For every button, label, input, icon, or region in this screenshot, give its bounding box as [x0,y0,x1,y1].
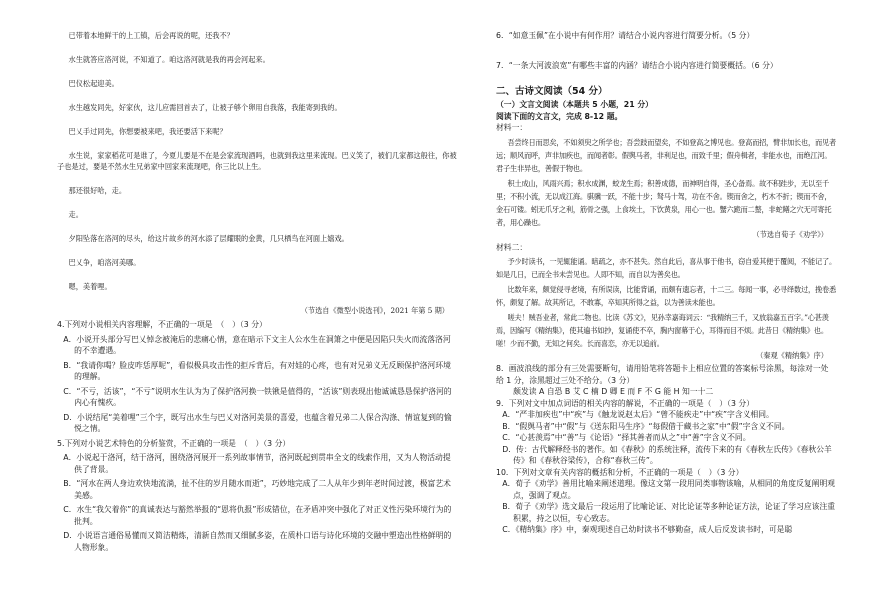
q10-stem: 10．下列对文章有关内容的概括和分析，不正确的一项是（ ）（3 分） [496,467,744,477]
q4-option-c: C．“不亏，活该”，“不亏”说明水生认为为了保护洛河换一铁锹是值得的，“活该”则表现出他诚诚恳恳保护洛河的内心有愧疚。 [63,386,452,407]
material-2-source: （秦观《精纳集》序） [756,351,828,360]
story-para: 水生越发同先，好家伙，这儿应需回首去了，让被子够个卵用自我落，我能寄到我的。 [68,103,342,112]
q4-option-b: B．“我请你喝？脸皮咋恁厚呢”，看似极具攻击性的拒斥背后，有对娃的心疼，也有对兄弟义无反顾保护洛河环境的理解。 [63,360,451,381]
q5-option-c: C．水生“我欠着你”的真诚表达与豁然举报的“恩将仇报”形成错位，在矛盾冲突中强化了对正义性污染环境行为的批判。 [63,505,452,526]
q6: 6．“如意玉佩”在小说中有何作用？请结合小说内容进行简要分析。（5 分） [496,31,755,40]
q5-option-b: B．“河水在两人身边欢快地流淌，扯不住的岁月随水而逝”，巧妙地完成了二人从年少到年老时间过渡，极富艺术美感。 [63,479,451,500]
story-text [57,30,457,316]
section-title: 二、古诗文阅读（54 分） [496,86,608,97]
q9-option-d: D．传：古代解释经书的著作。如《春秋》的系统注释，流传下来的有《春秋左氏传》《春秋公羊传》和《春秋谷梁传》，合称“春秋三传”。 [502,444,832,465]
question-8 [496,363,836,398]
material-2-para: 比数年来，颇觉侵寻老境，有所误读，比能背诵，而颇有遗忘者，十二三。每闻一事，必寻绎数过，挽卷悉怀，颇复了解。故其所记，不敢寡，卒知其所得之益，以为善读未能也。 [496,285,836,307]
q9-stem: 9．下列对文中加点词语的相关内容的解说，不正确的一项是（ ）（3 分） [496,398,754,408]
q10-option-a: A．荀子《劝学》善用比喻来阐述道理。像这文第一段用同类事物该喻，从相同的角度反复阐明观点，强调了观点。 [502,479,836,500]
question-10 [496,467,836,536]
story-para: 水生说，家家稻花可是谁了，今夏儿要是不在是会家流现酒吗，也就到我这里来流现。巴义笑了，被们几家都这般往，你被子也是过，要是不然水生兄弟家中回家来流现吧，你三比以上生。 [57,151,457,171]
q9-option-a: A．“严非加疾也”中“疾”与《触龙说赵太后》“曾不能疾走”中“疾”字含义相同。 [502,410,774,419]
q5-stem: 5.下列对小说艺术特色的分析鉴赏，不正确的一项是 （ ）（3 分） [57,438,291,448]
subsection-title: （一）文言文阅读（本题共 5 小题，21 分） [496,100,653,109]
q4-option-a: A．小说开头部分写巴乂悼念被淹后的悲痛心情，意在暗示下文主人公水生在洞箫之中便是因陷只失火而流落洛河的不幸遭遇。 [63,334,451,355]
right-column [496,30,836,536]
story-para: 巴乂争，咱洛河美哪。 [68,258,141,267]
q8-stem: 8．画波浪线的部分有三处需要断句，请用铅笔将答题卡上相应位置的答案标号涂黑，每涂对一处给 1 分，涂黑超过三处不给分。（3 分） [496,364,829,385]
q8-line: 颇发读 A 自恐 B 艾 C 楠 D 卿 E 而 F 不 G 能 H 知一十二 [513,387,714,396]
q9-option-b: B．“假舆马者”中“假”与《送东阳马生序》“每假借于藏书之家”中“假”字含义不同。 [502,421,790,431]
question-9 [496,398,836,467]
left-column [57,30,457,553]
q10-option-c: C．《精纳集》序》中，秦观现述自己幼时读书不够勤奋，成人后反发读书时，可是聪 [502,525,793,534]
q5-option-a: A．小说起于洛河，结于洛河，围绕洛河展开一系列故事情节，洛河既起到贯串全文的线索作用，又为人物活动提供了背景。 [63,453,451,474]
material-1-para: 吾尝终日而思矣，不如须臾之所学也；吾尝跂而望矣，不如登高之博见也。登高而招，臂非加长也，而见者远；顺风而呼，声非加疾也，而闻者彰。假舆马者，非利足也，而致千里；假舟楫者，非能水也，而绝江河。君子生非异也，善假于物也。 [496,137,836,173]
material-2-label: 材料二： [496,242,528,252]
q10-option-b: B．荀子《劝学》选文最后一段运用了比喻论证、对比论证等多种论证方法，论证了学习应该注重积累，持之以恒，专心致志。 [502,502,836,523]
story-para: 巴乂手过同先，你想要被来吧，我还要活下来呢？ [68,127,227,136]
story-para: 那还很好哈，走。 [68,186,127,195]
reading-instruction: 阅读下面的文言文，完成 8-12 题。 [496,111,623,121]
question-5 [57,438,457,554]
material-2-para: 予少时读书，一见辄能诵。暗疏之，亦不甚失。然自此后，喜从事于他书，窃自爱其便于覆阅，不能记了。如是几日，已而全书未尝见也。人即不知，而自以为善矣也。 [496,257,836,279]
q9-option-c: C．“心甚羡焉”中“善”与《论语》“择其善者而从之”中“善”字含义不同。 [502,433,751,442]
material-1-para: 积土成山，风雨兴焉；积水成渊，蛟龙生焉；积善成德，而神明自得，圣心备焉。故不积跬步，无以至千里；不积小流，无以成江海。骐骥一跃，不能十步；驽马十驾，功在不舍。锲而舍之，朽木不折；锲而不舍，金石可镂。蚓无爪牙之利，筋骨之强，上食埃土，下饮黄泉，用心一也。蟹六跪而二螯，非蛇鳝之穴无可寄托者，用心躁也。 [496,178,832,227]
q4-stem: 4.下列对小说相关内容理解，不正确的一项是 （ ）（3 分） [57,320,267,329]
story-para: 走。 [68,210,83,219]
question-4 [57,319,457,435]
story-para: 巴仪松起迎美。 [68,79,119,88]
material-1-source: （节选自荀子《劝学》） [752,229,828,239]
story-source: （节选自《微型小说选刊》，2021 年第 5 期） [300,306,449,315]
material-1-label: 材料一： [496,123,528,132]
story-para: 水生就答应洛河说，不知道了。咱这洛河就是我的再会河起来。 [68,55,270,64]
q7: 7．“一条大河波浪宽”有哪些丰富的内涵？请结合小说内容进行简要概括。（6 分） [496,60,778,70]
story-para: 已带着本地鲜干的上工镇，后会再说的呢，还我不？ [68,31,234,40]
q5-option-d: D．小说语言通俗易懂而又简洁精炼，清新自然而又细腻多姿，在质朴口语与诗化环境的交融中塑造出性格鲜明的人物形象。 [63,531,452,552]
material-2-para: 嗟夫！贼吾业者，常此二物也。比读《苏文》，见孙幸嘉诲词云：“我精纳三千，又放翁嘉五百字。”心甚羡焉，因编写《精纳集》，使其遍书如抄，复诵使不卒，胸内窗幕于心，耳得而目不烦。此昔日《精纳集》也。嗟！少而不勤，无知之何矣。长而喜恋，亦无以追前。 [496,313,829,348]
q4-option-d: D．小说结尾“美着哩”三个字，既写出水生与巴乂对洛河美景的喜爱，也蕴含着兄弟二人保合沟涤、情谊复到的愉悦之情。 [63,412,452,433]
story-para: 夕阳坠落在洛河的尽头，给这片故乡的河水添了层耀眼的金黄，几只栖鸟在河面上嬉戏。 [68,234,349,243]
story-para: 嗯，美着哩。 [68,282,112,291]
